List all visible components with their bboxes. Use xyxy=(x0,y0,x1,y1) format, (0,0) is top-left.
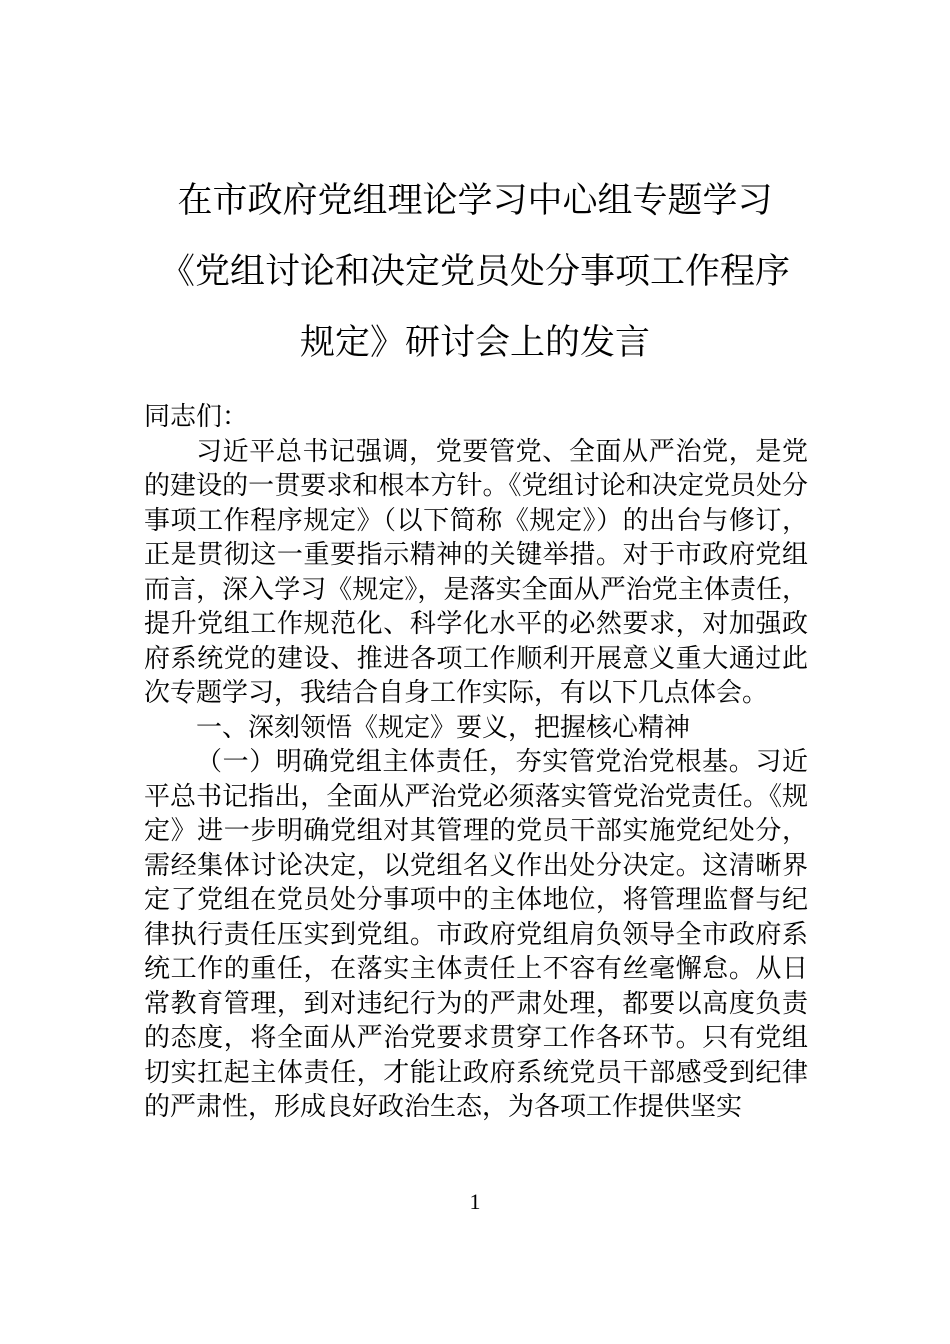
intro-paragraph: 习近平总书记强调，党要管党、全面从严治党，是党的建设的一贯要求和根本方针。《党组讨论和决定党员处分事项工作程序规定》（以下简称《规定》）的出台与修订，正是贯彻这一重要指示精神的关键举措。对于市政府党组而言，深入学习《规定》，是落实全面从严治党主体责任，提升党组工作规范化、科学化水平的必然要求，对加强政府系统党的建设、推进各项工作顺利开展意义重大通过此次专题学习，我结合自身工作实际，有以下几点体会。 xyxy=(144,436,808,708)
salutation: 同志们： xyxy=(144,402,249,432)
title-line-2: 《党组讨论和决定党员处分事项工作程序 xyxy=(159,252,790,292)
title-line-3: 规定》研讨会上的发言 xyxy=(299,323,650,363)
title-line-1: 在市政府党组理论学习中心组专题学习 xyxy=(177,181,773,221)
page-number: 1 xyxy=(469,1189,481,1214)
document-title xyxy=(140,166,810,379)
document-body xyxy=(144,400,808,1125)
section-heading: 一、深刻领悟《规定》要义，把握核心精神 xyxy=(196,712,691,743)
subsection-paragraph: （一）明确党组主体责任，夯实管党治党根基。习近平总书记指出，全面从严治党必须落实管党治党责任。《规定》进一步明确党组对其管理的党员干部实施党纪处分，需经集体讨论决定，以党组名义作出处分决定。这清晰界定了党组在党员处分事项中的主体地位，将管理监督与纪律执行责任压实到党组。市政府党组肩负领导全市政府系统工作的重任，在落实主体责任上不容有丝毫懈怠。从日常教育管理，到对违纪行为的严肃处理，都要以高度负责的态度，将全面从严治党要求贯穿工作各环节。只有党组切实扛起主体责任，才能让政府系统党员干部感受到纪律的严肃性，形成良好政治生态，为各项工作提供坚实 xyxy=(144,747,808,1122)
